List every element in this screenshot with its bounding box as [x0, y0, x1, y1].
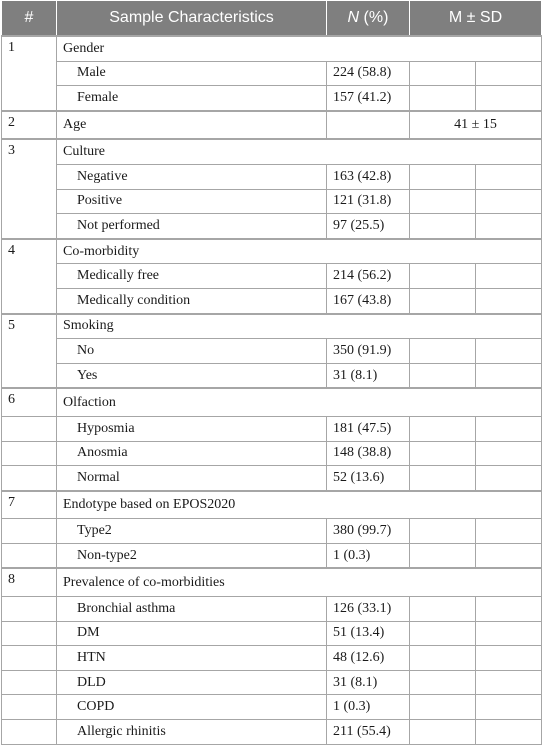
- item-label: DLD: [57, 670, 327, 695]
- section-label: Culture: [57, 139, 542, 164]
- table-header: [2, 1, 542, 37]
- sd-cell: [476, 164, 542, 189]
- n-percent-cell: 52 (13.6): [327, 466, 410, 491]
- sd-cell: [476, 264, 542, 289]
- item-label: Medically condition: [57, 288, 327, 313]
- mean-cell: [410, 416, 476, 441]
- item-label: Medically free: [57, 264, 327, 289]
- table-row: [2, 621, 542, 646]
- sd-cell: [476, 416, 542, 441]
- table-row: [2, 695, 542, 720]
- n-percent-cell: 126 (33.1): [327, 597, 410, 622]
- table-row: [2, 466, 542, 491]
- header-n-italic: N: [347, 9, 360, 26]
- section-label: Gender: [57, 36, 542, 61]
- section-label: Olfaction: [57, 388, 542, 416]
- header-n-rest: (%): [359, 9, 389, 26]
- row-number-empty: [2, 646, 57, 671]
- table-row: [2, 646, 542, 671]
- item-label: Type2: [57, 519, 327, 544]
- item-label: Normal: [57, 466, 327, 491]
- sd-cell: [476, 189, 542, 214]
- table-row: [2, 264, 542, 289]
- row-number-empty: [2, 416, 57, 441]
- sd-cell: [476, 621, 542, 646]
- section-label: Endotype based on EPOS2020: [57, 491, 542, 519]
- sample-characteristics-table: [1, 0, 542, 745]
- sd-cell: [476, 466, 542, 491]
- section-label: Prevalence of co-morbidities: [57, 568, 542, 596]
- n-percent-cell: 163 (42.8): [327, 164, 410, 189]
- table-body: [2, 36, 542, 744]
- sd-cell: [476, 720, 542, 745]
- row-number-empty: [2, 543, 57, 568]
- item-label: Bronchial asthma: [57, 597, 327, 622]
- n-percent-cell: 51 (13.4): [327, 621, 410, 646]
- n-percent-cell: 121 (31.8): [327, 189, 410, 214]
- table-row: [2, 214, 542, 239]
- table-row: [2, 86, 542, 111]
- mean-cell: [410, 164, 476, 189]
- sd-cell: [476, 86, 542, 111]
- row-number-empty: [2, 695, 57, 720]
- item-label: Not performed: [57, 214, 327, 239]
- n-percent-cell: 97 (25.5): [327, 214, 410, 239]
- mean-cell: [410, 189, 476, 214]
- mean-cell: [410, 519, 476, 544]
- table-container: [1, 0, 541, 745]
- item-label: Negative: [57, 164, 327, 189]
- mean-cell: [410, 720, 476, 745]
- row-number-empty: [2, 621, 57, 646]
- row-number: 3: [2, 139, 57, 238]
- n-percent-cell: 181 (47.5): [327, 416, 410, 441]
- row-number-empty: [2, 670, 57, 695]
- table-row: [2, 36, 542, 61]
- n-percent-cell: 157 (41.2): [327, 86, 410, 111]
- n-percent-cell: 167 (43.8): [327, 288, 410, 313]
- table-row: [2, 519, 542, 544]
- item-label: Male: [57, 61, 327, 86]
- row-number-empty: [2, 720, 57, 745]
- item-label: Positive: [57, 189, 327, 214]
- sd-cell: [476, 543, 542, 568]
- item-label: Allergic rhinitis: [57, 720, 327, 745]
- sd-cell: [476, 363, 542, 388]
- row-number-empty: [2, 597, 57, 622]
- section-label: Age: [57, 111, 327, 140]
- n-percent-cell: 31 (8.1): [327, 363, 410, 388]
- row-number: 7: [2, 491, 57, 519]
- item-label: DM: [57, 621, 327, 646]
- mean-cell: [410, 214, 476, 239]
- item-label: Female: [57, 86, 327, 111]
- sd-cell: [476, 441, 542, 466]
- header-n-percent: [327, 1, 410, 37]
- n-percent-cell: 380 (99.7): [327, 519, 410, 544]
- table-row: [2, 670, 542, 695]
- row-number-empty: [2, 441, 57, 466]
- table-row: [2, 416, 542, 441]
- row-number: 5: [2, 314, 57, 389]
- table-row: [2, 111, 542, 140]
- mean-cell: [410, 288, 476, 313]
- header-characteristic: Sample Characteristics: [57, 1, 327, 37]
- mean-cell: [410, 466, 476, 491]
- section-label: Smoking: [57, 314, 542, 339]
- item-label: Anosmia: [57, 441, 327, 466]
- table-row: [2, 597, 542, 622]
- row-number-empty: [2, 466, 57, 491]
- mean-cell: [410, 543, 476, 568]
- sd-cell: [476, 61, 542, 86]
- sd-cell: [476, 695, 542, 720]
- n-percent-cell: 1 (0.3): [327, 543, 410, 568]
- row-number: 1: [2, 36, 57, 111]
- table-row: [2, 568, 542, 596]
- table-row: [2, 164, 542, 189]
- n-percent-cell: 148 (38.8): [327, 441, 410, 466]
- sd-cell: [476, 339, 542, 364]
- mean-cell: [410, 670, 476, 695]
- mean-cell: [410, 61, 476, 86]
- row-number: 8: [2, 568, 57, 596]
- row-number: 6: [2, 388, 57, 416]
- table-row: [2, 441, 542, 466]
- table-row: [2, 139, 542, 164]
- mean-cell: [410, 86, 476, 111]
- n-percent-cell: 1 (0.3): [327, 695, 410, 720]
- row-number: 2: [2, 111, 57, 140]
- n-percent-cell: 224 (58.8): [327, 61, 410, 86]
- item-label: HTN: [57, 646, 327, 671]
- table-row: [2, 314, 542, 339]
- item-label: COPD: [57, 695, 327, 720]
- n-percent-cell: 48 (12.6): [327, 646, 410, 671]
- header-num: #: [2, 1, 57, 37]
- table-row: [2, 388, 542, 416]
- sd-cell: [476, 288, 542, 313]
- n-percent-cell: 350 (91.9): [327, 339, 410, 364]
- sd-cell: [476, 670, 542, 695]
- sd-cell: [476, 519, 542, 544]
- n-percent-cell: 211 (55.4): [327, 720, 410, 745]
- table-row: [2, 239, 542, 264]
- table-row: [2, 720, 542, 745]
- mean-cell: [410, 441, 476, 466]
- row-number-empty: [2, 519, 57, 544]
- mean-cell: [410, 646, 476, 671]
- n-percent-cell: 31 (8.1): [327, 670, 410, 695]
- sd-cell: [476, 646, 542, 671]
- mean-cell: [410, 339, 476, 364]
- header-mean-sd: M ± SD: [410, 1, 542, 37]
- table-row: [2, 61, 542, 86]
- table-row: [2, 491, 542, 519]
- header-row: [2, 1, 542, 37]
- item-label: Yes: [57, 363, 327, 388]
- n-percent-cell: 214 (56.2): [327, 264, 410, 289]
- table-row: [2, 189, 542, 214]
- item-label: Non-type2: [57, 543, 327, 568]
- table-row: [2, 288, 542, 313]
- sd-cell: [476, 214, 542, 239]
- sd-cell: [476, 597, 542, 622]
- mean-cell: [410, 695, 476, 720]
- section-label: Co-morbidity: [57, 239, 542, 264]
- item-label: Hyposmia: [57, 416, 327, 441]
- row-number: 4: [2, 239, 57, 314]
- mean-sd-cell: 41 ± 15: [410, 111, 542, 140]
- table-row: [2, 363, 542, 388]
- table-row: [2, 543, 542, 568]
- item-label: No: [57, 339, 327, 364]
- mean-cell: [410, 597, 476, 622]
- mean-cell: [410, 621, 476, 646]
- mean-cell: [410, 264, 476, 289]
- table-row: [2, 339, 542, 364]
- n-percent-cell: [327, 111, 410, 140]
- mean-cell: [410, 363, 476, 388]
